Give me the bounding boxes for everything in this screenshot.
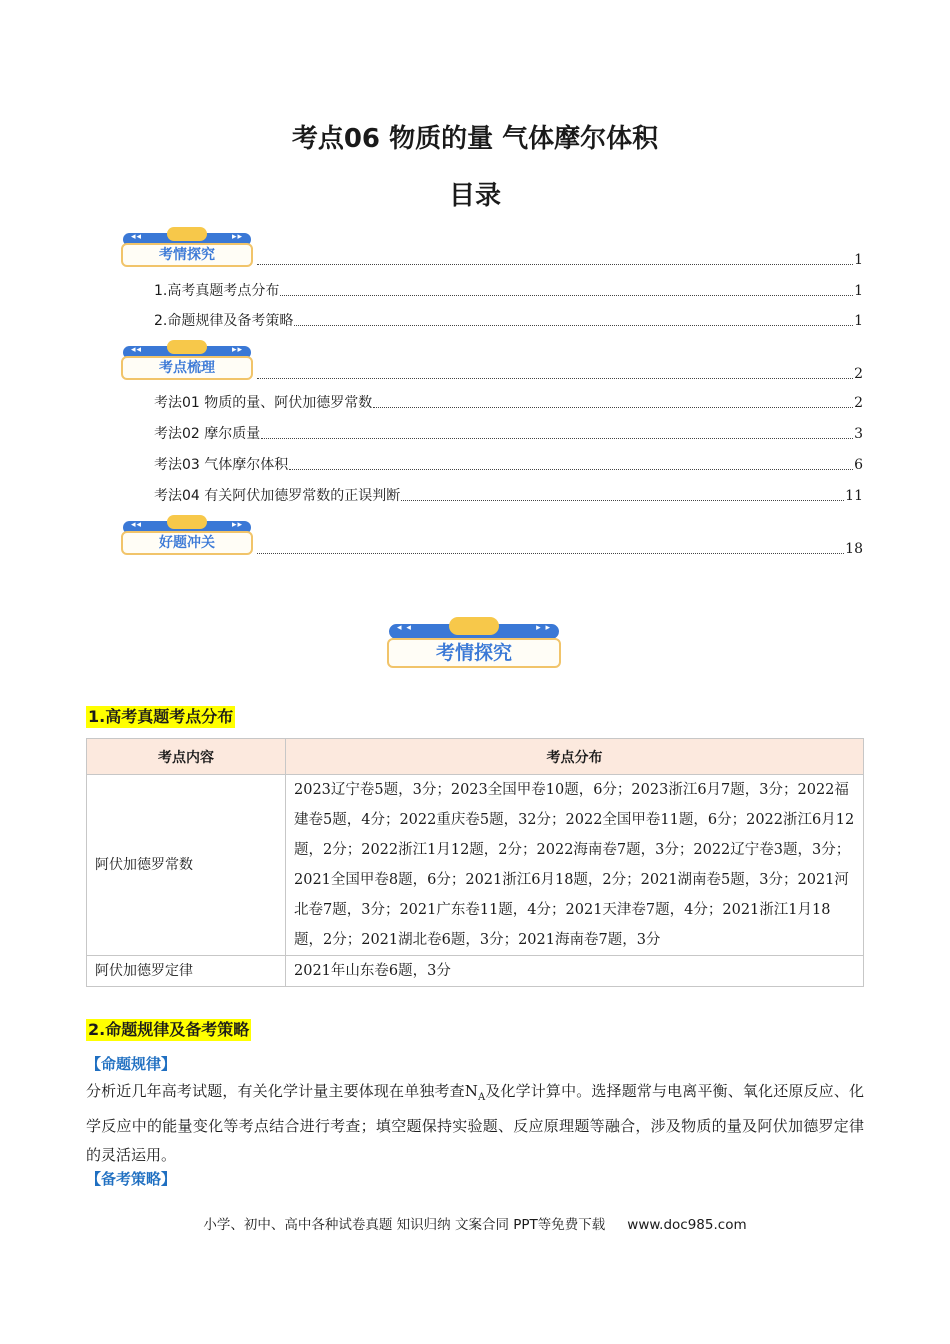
toc-leader (257, 263, 853, 265)
strategy-label: 【备考策略】 (86, 1170, 177, 1188)
toc-page: 11 (845, 488, 863, 504)
toc-page: 6 (854, 457, 863, 473)
footer-text: 小学、初中、高中各种试卷真题 知识归纳 文案合同 PPT等免费下载 (203, 1217, 606, 1233)
table-header: 考点分布 (286, 739, 864, 775)
section2-heading: 2.命题规律及备考策略 (88, 1020, 250, 1039)
rule-paragraph (86, 1077, 864, 1170)
section1-heading: 1.高考真题考点分布 (88, 707, 234, 726)
toc-page: 2 (854, 395, 863, 411)
rule-text-a: 分析近几年高考试题，有关化学计量主要体现在单独考查N (86, 1082, 478, 1100)
section-badge-label: 考情探究 (387, 638, 561, 668)
toc-page: 3 (854, 426, 863, 442)
toc-badge-label: 好题冲关 (121, 531, 253, 555)
toc-entry-item4[interactable] (154, 424, 863, 444)
toc-entry-item6[interactable] (154, 486, 863, 506)
toc-badge-kaodian[interactable]: ◂◂ ▸▸ 考点梳理 (121, 344, 253, 380)
toc-text: 考法03 气体摩尔体积 (154, 457, 289, 473)
toc-text: 考法02 摩尔质量 (154, 426, 261, 442)
toc-page: 1 (854, 283, 863, 299)
table-cell: 阿伏加德罗常数 (87, 775, 286, 956)
document-title: 考点06 物质的量 气体摩尔体积 (291, 124, 659, 154)
table-row (87, 956, 864, 987)
toc-entry-item1[interactable] (154, 281, 863, 301)
table-cell: 阿伏加德罗定律 (87, 956, 286, 987)
toc-entry-item3[interactable] (154, 393, 863, 413)
toc-entry-item5[interactable] (154, 455, 863, 475)
toc-entry-item2[interactable] (154, 311, 863, 331)
rule-text-b: 及化学计算中。选择题常与电离平衡、氧化还原反应、化学反应中的能量变化等考点结合进行考查；填空题保持实验题、反应原理题等融合，涉及物质的量及阿伏加德罗定律的灵活运用。 (86, 1082, 864, 1164)
rule-text-subscript: A (477, 1092, 486, 1103)
toc-entry-badge1[interactable] (256, 250, 863, 270)
toc-badge-label: 考点梳理 (121, 356, 253, 380)
page-footer (0, 1213, 950, 1233)
toc-leader (401, 499, 844, 501)
table-header: 考点内容 (87, 739, 286, 775)
toc-leader (280, 294, 853, 296)
table-cell: 2021年山东卷6题，3分 (286, 956, 864, 987)
toc-page: 1 (854, 252, 863, 268)
footer-url-link[interactable]: www.doc985.com (627, 1217, 747, 1233)
toc-leader (257, 377, 853, 379)
toc-text: 2.命题规律及备考策略 (154, 313, 294, 329)
toc-entry-badge3[interactable] (256, 539, 863, 559)
toc-heading: 目录 (448, 181, 501, 211)
toc-text: 考法04 有关阿伏加德罗常数的正误判断 (154, 488, 401, 504)
toc-text: 1.高考真题考点分布 (154, 283, 280, 299)
toc-leader (289, 468, 853, 470)
rule-label: 【命题规律】 (86, 1055, 177, 1073)
table-cell: 2023辽宁卷5题，3分；2023全国甲卷10题，6分；2023浙江6月7题，3分；2022福建卷5题，4分；2022重庆卷5题，32分；2022全国甲卷11题，6分；2022浙江6月12题，2分；2022浙江1月12题，2分；2022海南卷7题，3分；2022辽宁卷3题，3分；2021全国甲卷8题，6分；2021浙江6月18题，2分；2021湖南卷5题，3分；2021河北卷7题，3分；2021广东卷11题，4分；2021天津卷7题，4分；2021浙江1月18题，2分；2021湖北卷6题，3分；2021海南卷7题，3分 (286, 775, 864, 956)
toc-page: 18 (845, 541, 863, 557)
toc-leader (373, 406, 853, 408)
toc-badge-haoti[interactable]: ◂◂ ▸▸ 好题冲关 (121, 519, 253, 555)
toc-entry-badge2[interactable] (256, 364, 863, 384)
toc-page: 2 (854, 366, 863, 382)
toc-text: 考法01 物质的量、阿伏加德罗常数 (154, 395, 373, 411)
toc-badge-kaoqing[interactable]: ◂◂ ▸▸ 考情探究 (121, 231, 253, 267)
section-badge-kaoqing: ◂ ◂ ▸ ▸ 考情探究 (387, 622, 563, 668)
table-row (87, 775, 864, 956)
toc-leader (261, 437, 853, 439)
toc-badge-label: 考情探究 (121, 243, 253, 267)
exam-distribution-table (86, 738, 864, 987)
toc-page: 1 (854, 313, 863, 329)
toc-leader (294, 324, 853, 326)
toc-leader (257, 552, 844, 554)
